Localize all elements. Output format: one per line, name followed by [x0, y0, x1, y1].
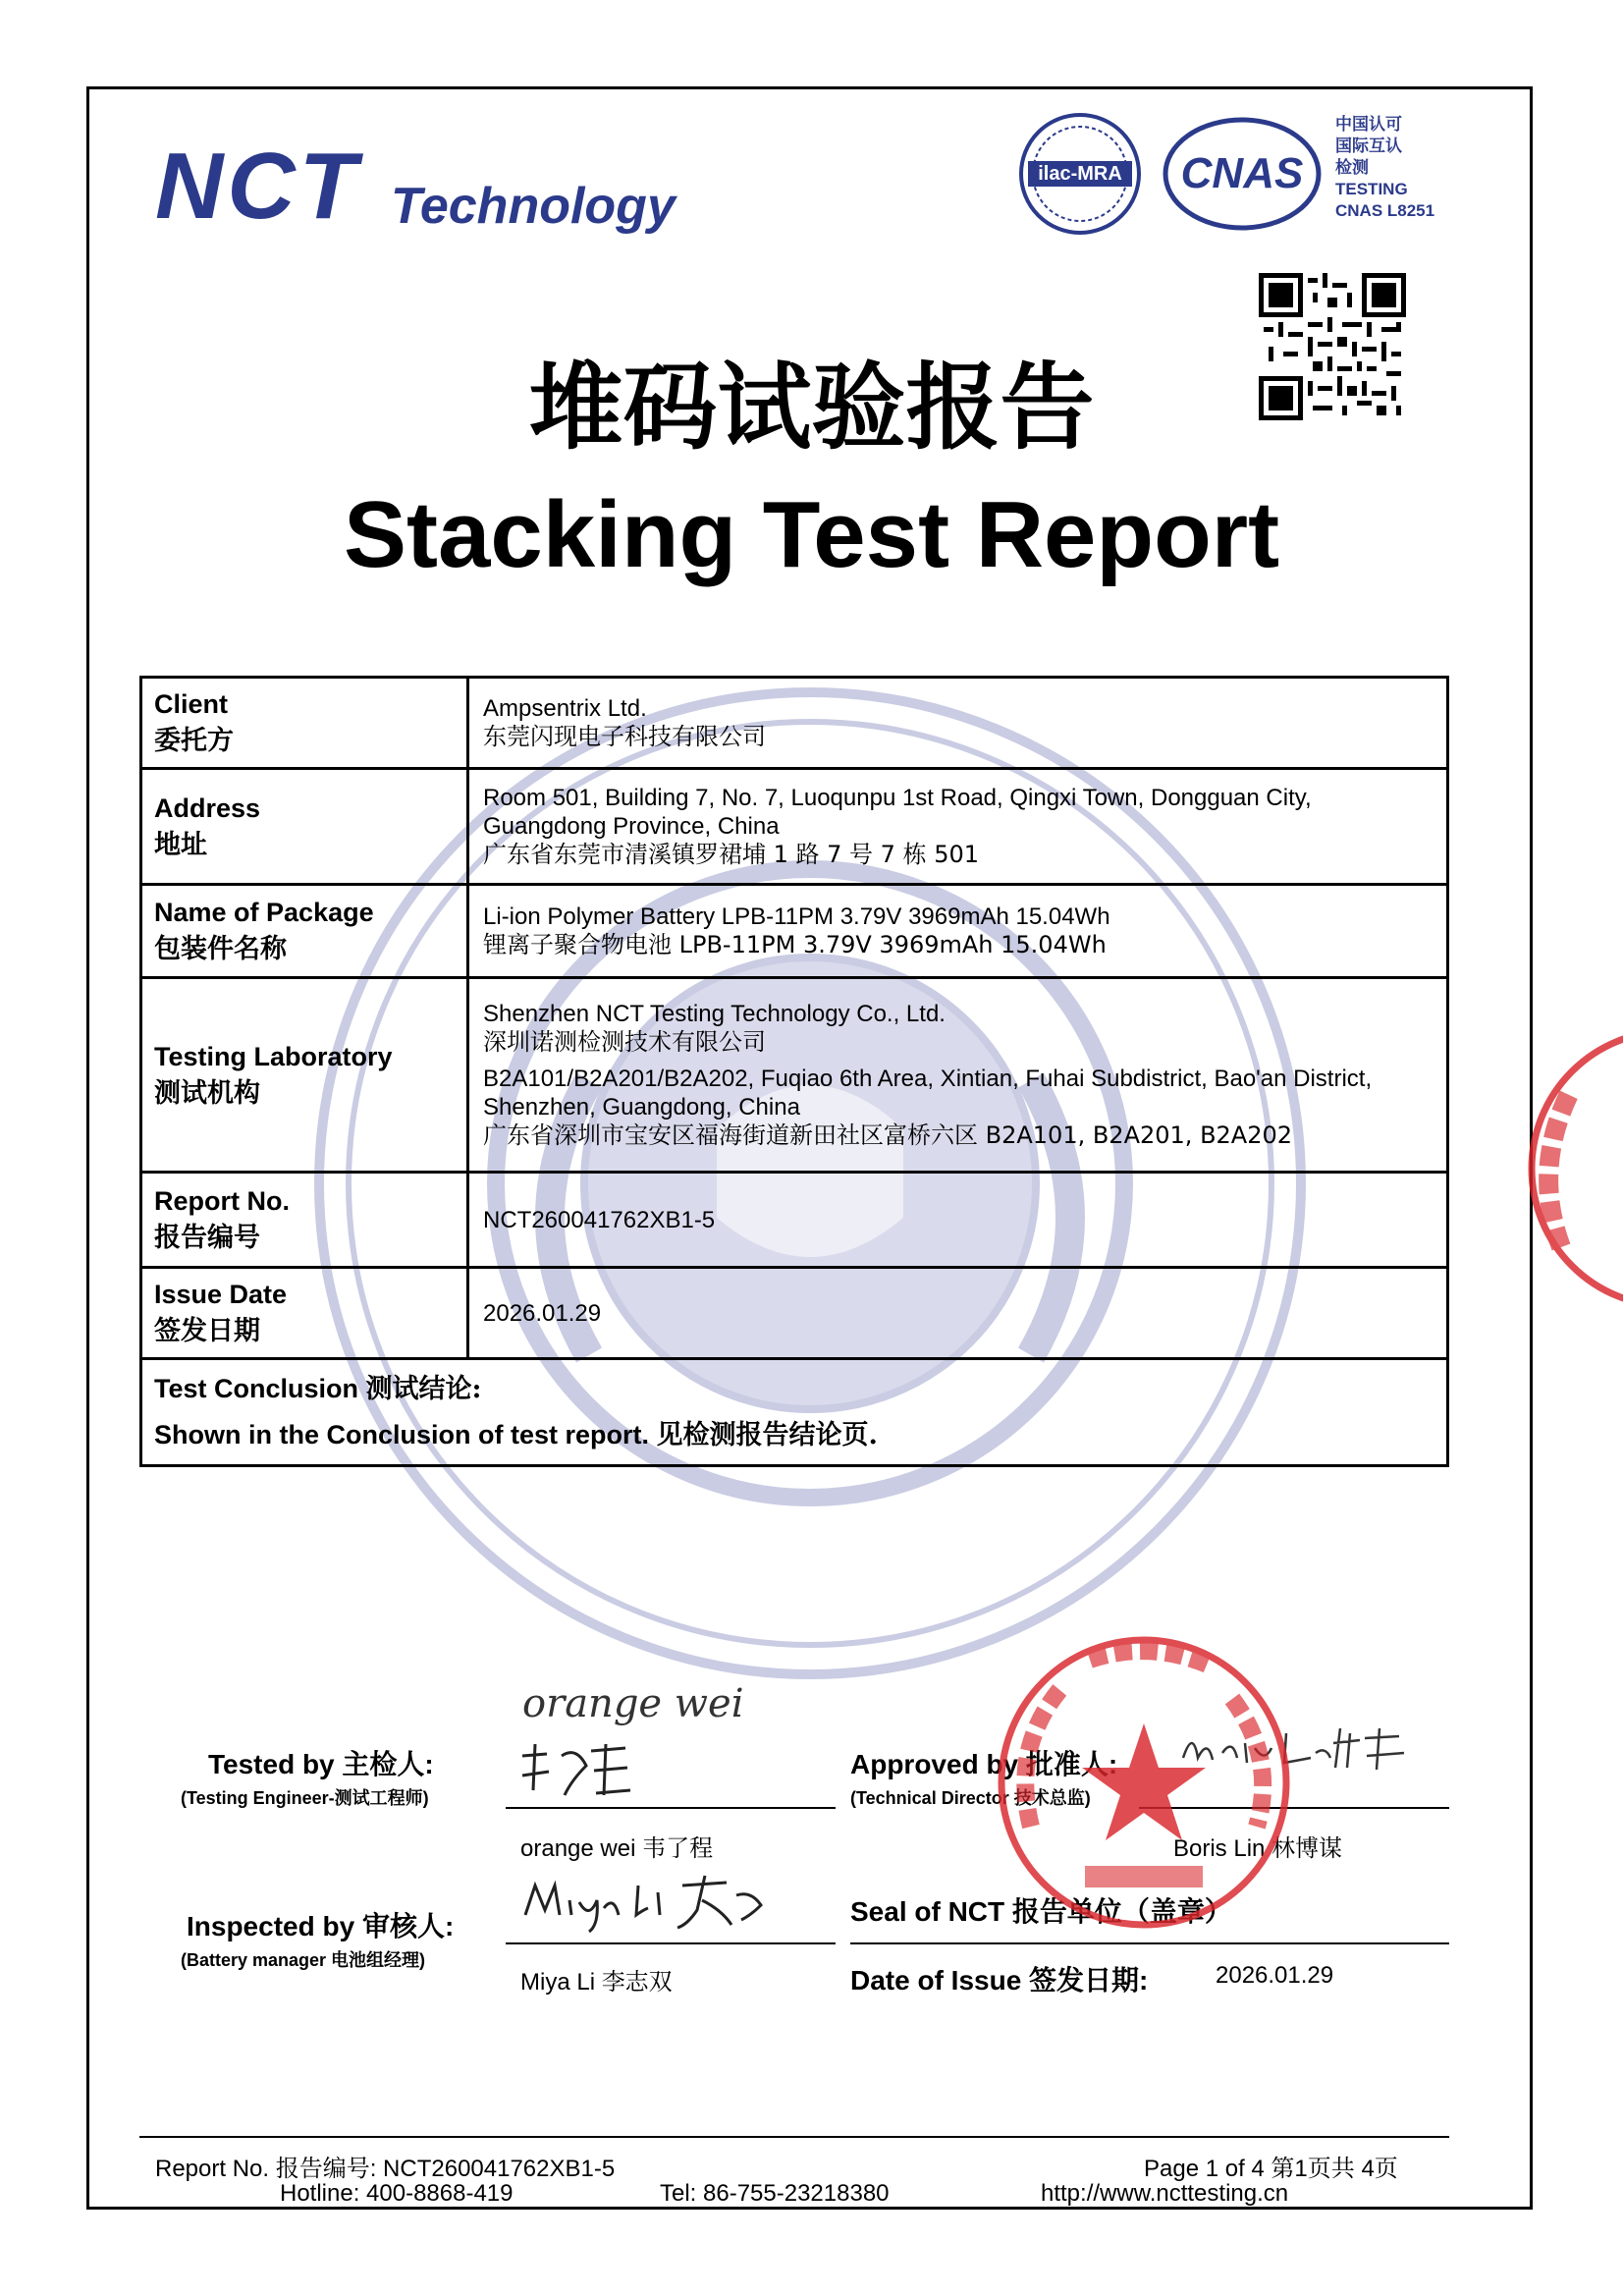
footer-hotline: Hotline: 400-8868-419	[280, 2180, 514, 2207]
cnas-line: 检测	[1335, 158, 1369, 177]
report-label-en: Report No.	[154, 1186, 290, 1216]
report-no-value: NCT260041762XB1-5	[468, 1173, 1448, 1268]
lab-value	[468, 978, 1448, 1173]
date-of-issue-label: Date of Issue 签发日期:	[850, 1965, 1149, 1995]
package-cn: 锂离子聚合物电池 LPB-11PM 3.79V 3969mAh 15.04Wh	[483, 931, 1107, 958]
approved-by-sub: (Technical Director 技术总监)	[850, 1788, 1091, 1808]
footer-page: Page 1 of 4 第1页共 4页	[1144, 2156, 1398, 2182]
table-row	[141, 885, 1448, 978]
inspected-name: Miya Li 李志双	[520, 1969, 673, 1995]
seal-line	[850, 1942, 1449, 1944]
tested-signature-cn-icon	[517, 1736, 635, 1805]
date-label-en: Issue Date	[154, 1280, 288, 1309]
approved-by-label: Approved by 批准人:	[850, 1749, 1118, 1779]
client-en: Ampsentrix Ltd.	[483, 695, 647, 722]
client-label	[141, 678, 468, 769]
package-value	[468, 885, 1448, 978]
client-cn: 东莞闪现电子科技有限公司	[483, 723, 766, 750]
address-en: Room 501, Building 7, No. 7, Luoqunpu 1st Road, Qingxi Town, Dongguan City, Guangdong Province, China	[483, 785, 1312, 840]
cnas-line: 国际互认	[1335, 137, 1402, 155]
test-conclusion	[141, 1359, 1448, 1466]
inspected-by-label: Inspected by 审核人:	[187, 1911, 455, 1941]
tested-by-sub: (Testing Engineer-测试工程师)	[181, 1788, 429, 1808]
client-label-en: Client	[154, 689, 229, 719]
tested-signature-handwriting: orange wei	[522, 1681, 744, 1726]
package-label-cn: 包装件名称	[154, 934, 287, 964]
table-row	[141, 978, 1448, 1173]
cnas-logo-icon	[1162, 115, 1324, 233]
lab-label-en: Testing Laboratory	[154, 1041, 393, 1071]
address-label	[141, 769, 468, 885]
lab-name-cn: 深圳诺测检测技术有限公司	[483, 1028, 766, 1056]
cnas-line: TESTING	[1335, 180, 1408, 198]
footer-report-no: Report No. 报告编号: NCT260041762XB1-5	[155, 2156, 616, 2182]
client-label-cn: 委托方	[154, 726, 234, 756]
package-label-en: Name of Package	[154, 898, 374, 927]
address-label-cn: 地址	[154, 829, 207, 860]
company-seal-icon	[992, 1630, 1296, 1935]
tested-name: orange wei 韦了程	[520, 1835, 714, 1862]
conclusion-en: Shown in the Conclusion of test report.	[154, 1420, 657, 1449]
inspected-signature-line	[506, 1942, 836, 1944]
package-label	[141, 885, 468, 978]
table-row	[141, 1173, 1448, 1268]
tested-signature-line	[506, 1807, 836, 1809]
lab-addr-cn: 广东省深圳市宝安区福海街道新田社区富桥六区 B2A101, B2A201, B2A202	[483, 1121, 1293, 1149]
date-label-cn: 签发日期	[154, 1316, 260, 1346]
package-en: Li-ion Polymer Battery LPB-11PM 3.79V 3969mAh 15.04Wh	[483, 903, 1110, 930]
table-row	[141, 678, 1448, 769]
address-label-en: Address	[154, 793, 261, 823]
report-label-cn: 报告编号	[154, 1223, 260, 1253]
lab-label	[141, 978, 468, 1173]
issue-date-value: 2026.01.29	[468, 1268, 1448, 1359]
ilac-mra-logo-icon	[1006, 110, 1154, 238]
approved-name: Boris Lin 林博谋	[1173, 1835, 1343, 1862]
partial-seal-icon	[1522, 1021, 1623, 1316]
footer-divider	[139, 2136, 1449, 2138]
conclusion-text	[154, 1412, 1434, 1458]
report-info-table	[139, 676, 1449, 1467]
table-row	[141, 1359, 1448, 1466]
conclusion-cn: 见检测报告结论页.	[656, 1420, 878, 1450]
title-chinese: 堆码试验报告	[528, 352, 1095, 463]
address-cn: 广东省东莞市清溪镇罗裙埔 1 路 7 号 7 栋 501	[483, 841, 980, 868]
conclusion-label-en: Test Conclusion	[154, 1374, 366, 1403]
conclusion-label	[154, 1366, 1434, 1412]
nct-logo	[155, 134, 705, 246]
ilac-text: ilac-MRA	[1038, 163, 1122, 185]
cnas-accreditation-text	[1335, 114, 1434, 222]
inspected-signature-icon	[520, 1871, 776, 1940]
address-value	[468, 769, 1448, 885]
conclusion-label-cn: 测试结论:	[365, 1374, 482, 1404]
seal-label: Seal of NCT 报告单位（盖章）	[850, 1896, 1232, 1927]
table-row	[141, 1268, 1448, 1359]
title-english: Stacking Test Report	[343, 482, 1280, 587]
lab-name-en: Shenzhen NCT Testing Technology Co., Ltd.	[483, 1001, 946, 1027]
logo-sub-text: Technology	[391, 178, 676, 235]
cnas-line: 中国认可	[1335, 115, 1402, 134]
client-value	[468, 678, 1448, 769]
date-of-issue-value: 2026.01.29	[1216, 1962, 1334, 1989]
table-row	[141, 769, 1448, 885]
issue-date-label	[141, 1268, 468, 1359]
tested-by-label: Tested by 主检人:	[208, 1749, 434, 1779]
footer-website[interactable]: http://www.ncttesting.cn	[1041, 2180, 1289, 2207]
footer-tel: Tel: 86-755-23218380	[660, 2180, 890, 2207]
cnas-line: CNAS L8251	[1335, 201, 1435, 220]
accreditation-marks	[1006, 110, 1468, 238]
cnas-text: CNAS	[1180, 149, 1304, 197]
report-no-label	[141, 1173, 468, 1268]
lab-label-cn: 测试机构	[154, 1077, 260, 1109]
logo-main-text: NCT	[155, 134, 361, 239]
lab-addr-en: B2A101/B2A201/B2A202, Fuqiao 6th Area, Xintian, Fuhai Subdistrict, Bao'an District, Shenzhen, Guangdong, China	[483, 1066, 1373, 1121]
inspected-by-sub: (Battery manager 电池组经理)	[181, 1950, 426, 1970]
